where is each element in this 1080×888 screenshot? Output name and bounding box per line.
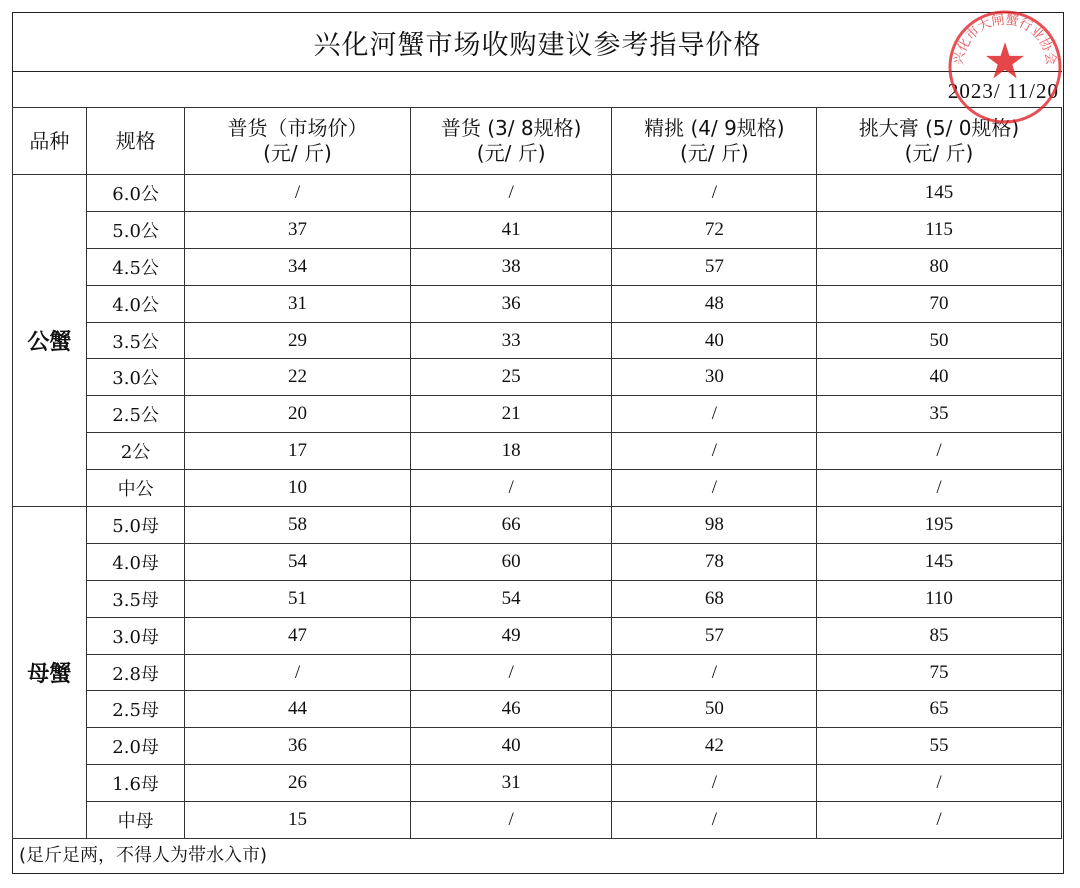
price-regular-market-cell: 37	[184, 211, 410, 248]
price-big-roe-50-cell: 35	[817, 396, 1061, 433]
price-big-roe-50-cell: 145	[817, 543, 1061, 580]
variety-cell: 公蟹	[12, 175, 87, 507]
price-regular-market-cell: 44	[184, 691, 410, 728]
price-regular-38-cell: 38	[411, 248, 612, 285]
header-select-49	[612, 108, 817, 175]
price-regular-market-cell: 22	[184, 359, 410, 396]
header-unit: (元/ 斤)	[476, 141, 546, 165]
table-row	[12, 433, 1061, 470]
spec-cell: 3.0公	[87, 359, 185, 396]
page-title: 兴化河蟹市场收购建议参考指导价格	[13, 13, 1062, 72]
price-regular-38-cell: 41	[411, 211, 612, 248]
spec-cell: 2公	[87, 433, 185, 470]
price-select-49-cell: /	[612, 765, 817, 802]
table-row	[12, 322, 1061, 359]
price-regular-market-cell: /	[184, 654, 410, 691]
spec-cell: 中公	[87, 470, 185, 507]
price-select-49-cell: /	[612, 175, 817, 212]
price-regular-market-cell: 10	[184, 470, 410, 507]
price-select-49-cell: 68	[612, 580, 817, 617]
spec-cell: 4.5公	[87, 248, 185, 285]
price-regular-market-cell: 29	[184, 322, 410, 359]
price-regular-38-cell: 66	[411, 507, 612, 544]
header-variety: 品种	[12, 108, 87, 175]
table-row	[12, 175, 1061, 212]
header-line: 普货（市场价）	[227, 116, 368, 140]
price-select-49-cell: 40	[612, 322, 817, 359]
price-regular-market-cell: 47	[184, 617, 410, 654]
price-select-49-cell: /	[612, 802, 817, 839]
price-select-49-cell: 48	[612, 285, 817, 322]
price-big-roe-50-cell: 115	[817, 211, 1061, 248]
table-row	[12, 802, 1061, 839]
price-regular-38-cell: 31	[411, 765, 612, 802]
header-line: 挑大膏 (5/ 0规格)	[858, 116, 1020, 140]
price-big-roe-50-cell: 70	[817, 285, 1061, 322]
price-select-49-cell: 98	[612, 507, 817, 544]
price-regular-market-cell: 17	[184, 433, 410, 470]
price-big-roe-50-cell: 145	[817, 175, 1061, 212]
price-big-roe-50-cell: 85	[817, 617, 1061, 654]
spec-cell: 2.8母	[87, 654, 185, 691]
price-select-49-cell: 78	[612, 543, 817, 580]
price-regular-market-cell: 54	[184, 543, 410, 580]
price-select-49-cell: 72	[612, 211, 817, 248]
table-row	[12, 728, 1061, 765]
date-label: 2023/ 11/20	[947, 79, 1059, 103]
price-select-49-cell: 57	[612, 617, 817, 654]
price-regular-38-cell: /	[411, 175, 612, 212]
price-regular-38-cell: /	[411, 654, 612, 691]
price-select-49-cell: /	[612, 470, 817, 507]
price-regular-market-cell: 26	[184, 765, 410, 802]
price-big-roe-50-cell: 50	[817, 322, 1061, 359]
spec-cell: 4.0母	[87, 543, 185, 580]
table-row	[12, 543, 1061, 580]
spec-cell: 中母	[87, 802, 185, 839]
price-regular-market-cell: /	[184, 175, 410, 212]
price-regular-38-cell: /	[411, 802, 612, 839]
price-big-roe-50-cell: 40	[817, 359, 1061, 396]
table-row	[12, 507, 1061, 544]
table-row	[12, 396, 1061, 433]
price-regular-market-cell: 15	[184, 802, 410, 839]
price-big-roe-50-cell: 80	[817, 248, 1061, 285]
variety-cell: 母蟹	[12, 507, 87, 839]
header-line: 精挑 (4/ 9规格)	[644, 116, 785, 140]
seal-text: 兴化市大闸蟹行业协会	[951, 12, 1059, 67]
table-row	[12, 211, 1061, 248]
price-select-49-cell: /	[612, 654, 817, 691]
price-regular-38-cell: 49	[411, 617, 612, 654]
price-big-roe-50-cell: 75	[817, 654, 1061, 691]
price-regular-38-cell: 46	[411, 691, 612, 728]
price-select-49-cell: 57	[612, 248, 817, 285]
table-body	[12, 175, 1061, 839]
price-regular-38-cell: 21	[411, 396, 612, 433]
spec-cell: 5.0公	[87, 211, 185, 248]
spec-cell: 3.5公	[87, 322, 185, 359]
spec-cell: 1.6母	[87, 765, 185, 802]
spec-cell: 3.5母	[87, 580, 185, 617]
table-row	[12, 248, 1061, 285]
price-regular-market-cell: 36	[184, 728, 410, 765]
price-table	[12, 107, 1062, 839]
header-regular-market	[184, 108, 410, 175]
price-big-roe-50-cell: 110	[817, 580, 1061, 617]
price-big-roe-50-cell: /	[817, 470, 1061, 507]
table-row	[12, 470, 1061, 507]
header-unit: (元/ 斤)	[263, 141, 332, 165]
price-regular-38-cell: 60	[411, 543, 612, 580]
table-row	[12, 580, 1061, 617]
spec-cell: 5.0母	[87, 507, 185, 544]
price-big-roe-50-cell: 195	[817, 507, 1061, 544]
price-select-49-cell: /	[612, 433, 817, 470]
spec-cell: 2.5公	[87, 396, 185, 433]
table-row	[12, 359, 1061, 396]
price-regular-38-cell: 25	[411, 359, 612, 396]
spec-cell: 3.0母	[87, 617, 185, 654]
price-select-49-cell: 30	[612, 359, 817, 396]
price-big-roe-50-cell: 65	[817, 691, 1061, 728]
price-select-49-cell: 50	[612, 691, 817, 728]
spec-cell: 2.5母	[87, 691, 185, 728]
price-select-49-cell: /	[612, 396, 817, 433]
price-big-roe-50-cell: 55	[817, 728, 1061, 765]
price-big-roe-50-cell: /	[817, 802, 1061, 839]
spec-cell: 2.0母	[87, 728, 185, 765]
spec-cell: 6.0公	[87, 175, 185, 212]
table-row	[12, 285, 1061, 322]
header-big-roe-50	[817, 108, 1061, 175]
header-spec: 规格	[87, 108, 185, 175]
footer-note: (足斤足两，不得人为带水入市)	[19, 845, 268, 866]
price-regular-market-cell: 34	[184, 248, 410, 285]
spec-cell: 4.0公	[87, 285, 185, 322]
price-regular-38-cell: 40	[411, 728, 612, 765]
price-select-49-cell: 42	[612, 728, 817, 765]
price-regular-market-cell: 20	[184, 396, 410, 433]
table-row	[12, 765, 1061, 802]
price-regular-38-cell: 36	[411, 285, 612, 322]
table-row	[12, 654, 1061, 691]
price-regular-market-cell: 58	[184, 507, 410, 544]
header-unit: (元/ 斤)	[680, 141, 749, 165]
header-regular-38	[411, 108, 612, 175]
price-regular-38-cell: /	[411, 470, 612, 507]
header-line: 普货 (3/ 8规格)	[440, 116, 582, 140]
price-sheet	[12, 12, 1064, 874]
table-row	[12, 691, 1061, 728]
price-regular-market-cell: 51	[184, 580, 410, 617]
price-regular-market-cell: 31	[184, 285, 410, 322]
price-regular-38-cell: 54	[411, 580, 612, 617]
table-row	[12, 617, 1061, 654]
price-big-roe-50-cell: /	[817, 765, 1061, 802]
price-regular-38-cell: 18	[411, 433, 612, 470]
header-unit: (元/ 斤)	[904, 141, 974, 165]
price-regular-38-cell: 33	[411, 322, 612, 359]
table-header-row	[12, 108, 1061, 175]
price-big-roe-50-cell: /	[817, 433, 1061, 470]
